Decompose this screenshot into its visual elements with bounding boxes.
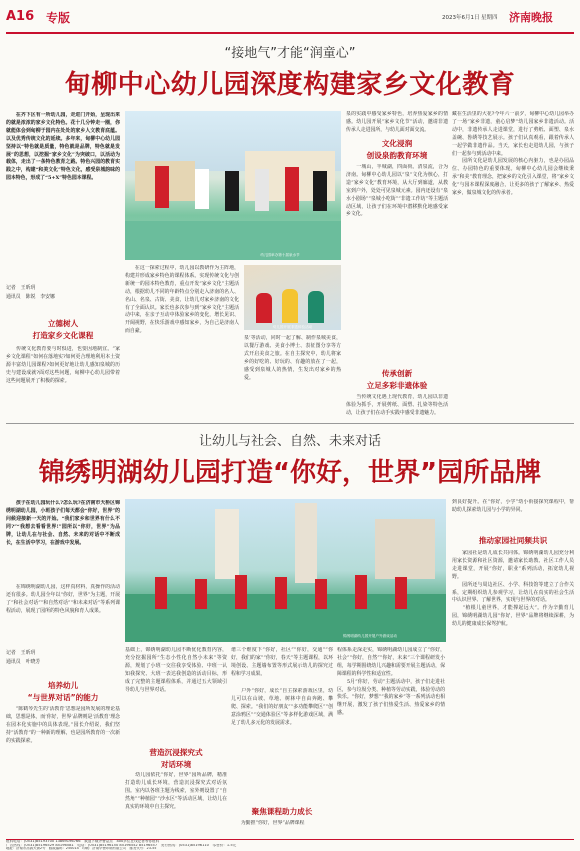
story2-headline: 锦绣明湖幼儿园打造“你好，世界”园所品牌: [38, 458, 542, 488]
story1-col5-body: 藏在生活里的大花?今年六一前夕，甸柳中心幼儿园举办了一场“家乡非遗，童心启梦”幼儿园家乡非遗活动。活动中，非遗传承人走进课堂，进行了剪纸、面塑、泉水盖碗、鲁绣等技艺展示。孩子们认真观看，跟着传承人一起学做非遗作品。当天，家长也走进幼儿园，与孩子们一起参与到活动中来。 园所文化是幼儿园发展的核心内驱力，也是办园品位、办园特色的重要体现。甸柳中心幼儿园会继续秉承“和美”教育理念，把家乡的文化引入课堂，将“家乡文化”与园本课程深度融合，让更多的孩子了解家乡、热爱家乡，做泉城文化的传承者。: [452, 111, 574, 197]
story1-kicker: “接地气”才能“润童心”: [224, 46, 356, 61]
footer-line-1: 报料电话：(0531)85193700 13869196766 欢迎下载齐鲁壹点 400多位在线记者等你报料: [6, 840, 160, 843]
section-label: 专版: [46, 11, 71, 25]
story2-col4-body: 程体系走深走实，锦绣明湖幼儿园成立了“你好，社会”“你好，自然”“你好，未来”三个课程研发小组，每学期围绕幼儿兴趣和需要开展主题活动，保障课程的科学性和适宜性。 5月“你好，劳动”主题活动中，孩子们走进社区，参与垃圾分类、种植等劳动实践，体验劳动的快乐。“你好，梦想”“我的家乡”等一系列活动也相继开展，激发了孩子们热爱生活、热爱家乡的情感。: [337, 647, 445, 717]
story1-byline-correspondent: 通讯员 陈锐 李安娜: [6, 294, 55, 300]
story1-col3-body: 泉’等活动，同时一起了解、制作泉城美食，以餐厅游戏、美食小博士、表征图分享等方式开启美食之旅。在自主探究中，幼儿将家乡的好吃的、好玩的、有趣的放在了一起，感受到泉城人的热情，生发出对家乡的热爱。: [244, 335, 341, 381]
footer-line-2: 广告热线：(0531)85196529 85196581 电话：(0531)85196150 85196552 85196557 发行热线：(0531)85196110 零售价：1.5元: [6, 843, 237, 847]
story2-col3-body-3: 为勤推“你好，世界”品牌课程: [231, 820, 305, 826]
story2-col3-body: 谐三个维度下“你好，社区”“你好，交通”“你好，我们的家”“你好，春天”等主题课程，以环境创设、主题墙布置等形式展示幼儿的探究过程和学习成果。: [231, 647, 333, 677]
story1-col4-body-2: 一城山，半城湖，四面荷。清泉流，合为济南。甸柳中心幼儿园以“泉”文化为核心，打造“家乡文化”教育环境，从大厅到廊道，从教室到户外，处处可见泉城元素。园内还设有“泉水小剧场”“泉城小吃街”“非遗工作坊”等主题活动区域，让孩子们在环境中潜移默化地感受家乡文化。: [346, 164, 448, 218]
issue-weekday: 星期四: [481, 15, 498, 21]
story2-subhead-4: 推动家园社同频共识: [478, 536, 548, 545]
story2-kicker: 让幼儿与社会、自然、未来对话: [198, 434, 381, 449]
story1-photo-small: [244, 265, 341, 330]
story1-lead: 在齐下区有一所幼儿园，走进门开始，呈现出来的就是浓浓的家乡文化特色。花十几分钟走一圈，你就能体会到甸柳于园内在处处的家乡人文教育底蕴。以及优秀传统文化的延续。多年来，甸柳中心幼儿园坚持以“特色就是质量，特色就是品牌，特色就是发展”的思想，以挖掘“家乡文化”为突破口，以活动为载体，走出了一条特色教育之路。特色兴园的教育实践之中，构建“和美文化”特色文化，感受泉城韵味的园本特色，形成了“5+X”特色园本课程。: [6, 112, 120, 182]
story2-col5-body-2: 家园社是幼儿成长共同体。锦绣明湖幼儿园充分利用家长资源和社区资源，邀请家长助教、社区工作人员走进课堂，开展“你好，职业”系列活动，拓宽幼儿视野。 园所还与周边社区、小学、科技馆等建立了合作关系，定期组织幼儿参观学习，让幼儿在真实的社会生活中认识世界、了解世界，实现与世界的对话。 “植根儿童世界，才能撑起远大”。作为辛勤育儿园，锦绣明湖幼儿园“你好，世界”品牌将继续深耕，为幼儿的健康成长保驾护航。: [452, 550, 574, 628]
story2-col5-body: 到良好提升。在“你好，小学”幼小衔接探究课程中，帮助幼儿探索幼儿园与小学的异同。: [452, 499, 574, 513]
page-number: A16: [6, 9, 35, 24]
story1-subhead-2: 文化浸润 创设泉韵教育环境: [366, 139, 428, 160]
story-divider: [6, 423, 574, 424]
story1-col4-body: 泉的实践中感受家乡特色，培养热爱家乡的情感。幼儿园开展“家乡文化节”活动，邀请非遗传承人走进园所，与幼儿面对面交流。: [346, 111, 448, 133]
story1-photo-main: [125, 111, 341, 260]
story1-byline-reporter: 记者 王昕玥: [6, 285, 36, 291]
story2-col1-body: 孩子在幼儿园玩什么?怎么玩?在济南市天桥区锦绣明湖幼儿园，小班孩子们每天都会“你好，世界”的问候迎接新一天的开始。“我们家乡和世界有什么不同?”“我想去看看世界!”园所以“你好，世界”为品牌，让幼儿在与社会、自然、未来的对话中不断成长，在生活中学习，在游戏中发展。: [6, 500, 120, 546]
story1-photo-small-caption: 幼儿园开展非遗体验活动: [272, 325, 313, 329]
story2-subhead-1: 培养幼儿 “与世界对话”的能力: [27, 681, 99, 702]
story1-photo-main-caption: 幼儿园举办第十届泉水节: [260, 253, 300, 257]
story2-subhead-2: 营造沉浸探究式 对话环境: [149, 748, 203, 769]
header-rule: [6, 32, 574, 34]
story2-photo-caption: 锦绣明湖幼儿园开展户外游戏活动: [343, 634, 397, 638]
story2-col1-body-2: 在锦绣明湖幼儿园，这样真材料，真操作的活动还有很多。幼儿园全年以“你好，世界”为主题，开展了“和社会对话”“和自然对话”“和未来对话”等系列课程活动，展现了园所的特色风貌和育人成果。: [6, 584, 120, 614]
story2-col2-body: 基础上，锦绣明湖幼儿园不断优化教育内容，充分挖掘园所“生态小性化自然小未来”等资源，规划了小班一交往我享受体验、中班一认知我探究、大班一表达我创造的活动目标，形成了完整的主题课程体系，并通过五大领域引导幼儿与世界对话。: [125, 647, 227, 693]
story2-col1-body-3: “陈鹤琴先生的‘活教育’思想是园所发展的理论基础，思想是体，而‘你好，世界’品牌则是‘活教育’理念在园本化实施中的具体表现。”园长介绍说，我们坚持“活教育”的一种新的理解，也是园所教育的一次新的实践探索。: [6, 706, 120, 744]
story1-col1-body: 传统文化教育要与时俱进，也要因地制宜。“家乡文化课程”如何在落地实?如何更合理地利用本土资源丰富幼儿园课程?如何更好地让幼儿感知泉城的历史与建设成就?面对这些问题，甸柳中心幼儿园带着这些问题展开了积极的探索。: [6, 346, 120, 384]
story1-headline: 甸柳中心幼儿园深度构建家乡文化教育: [64, 70, 516, 100]
issue-date: 2023年6月1日: [442, 15, 480, 21]
newspaper-logo: 济南晚报: [509, 11, 553, 24]
story1-col4-body-3: 当传统文化遇上现代教育，幼儿园以非遗体验为抓手，开展剪纸、面塑、扎染等特色活动，让孩子们在动手实践中感受非遗魅力。: [346, 394, 448, 416]
footer-line-3: 地址：济南市泺源大街2号 邮政编码：250014 印刷：济南华鲁印刷有限公司 邮发代号：23-55: [6, 847, 157, 851]
story1-subhead-1: 立德树人 打造家乡文化课程: [32, 319, 94, 340]
story1-subhead-3: 传承创新 立足多彩非遗体验: [366, 369, 428, 390]
story1-col2-body: 在这一探索过程中，幼儿园以教研作为主阵地，构建并形成家乡特色的课程体系。实现传统文化与创新统一的园本特色教育，重点开发“家乡文化”主题活动，根据幼儿不同的年龄特点分别走入济南的名人、名山、名泉、古街、美食，让幼儿对家乡济南的文化有了全面认识。家长也多次参与到“家乡文化”主题活动中来，在亲子互动中体验家乡的变化，增长见识、开阔视野，在快乐游戏中感知家乡，为自己是济南人而自豪。: [125, 265, 239, 335]
story2-col3-body-2: 户外“你好，成长”自主探索游戏区里，幼儿可以在山坡、草地、树林中自由奔跑、攀爬、探索。“我们的好朋友”“多功能攀爬区”“创意涂鸦区”“交通体验区”等多样化游戏区域，满足了幼儿多元化的发展需求。: [231, 688, 333, 726]
story2-col2-body-2: 幼儿园依托“你好，世界”园所品牌，精准打造幼儿成长环境，营造沉浸探究式对话氛围。室内以各班主题为线索，室外则设置了“自然角”“种植园”“沙水区”等活动区域，让幼儿在真实的环境中自主探究。: [125, 772, 227, 810]
story2-photo-main: [125, 499, 446, 642]
story2-byline-correspondent: 通讯员 叶晓芳: [6, 659, 41, 665]
story2-byline-reporter: 记者 王昕玥: [6, 650, 36, 656]
story2-subhead-3: 聚焦课程助力成长: [251, 807, 313, 816]
